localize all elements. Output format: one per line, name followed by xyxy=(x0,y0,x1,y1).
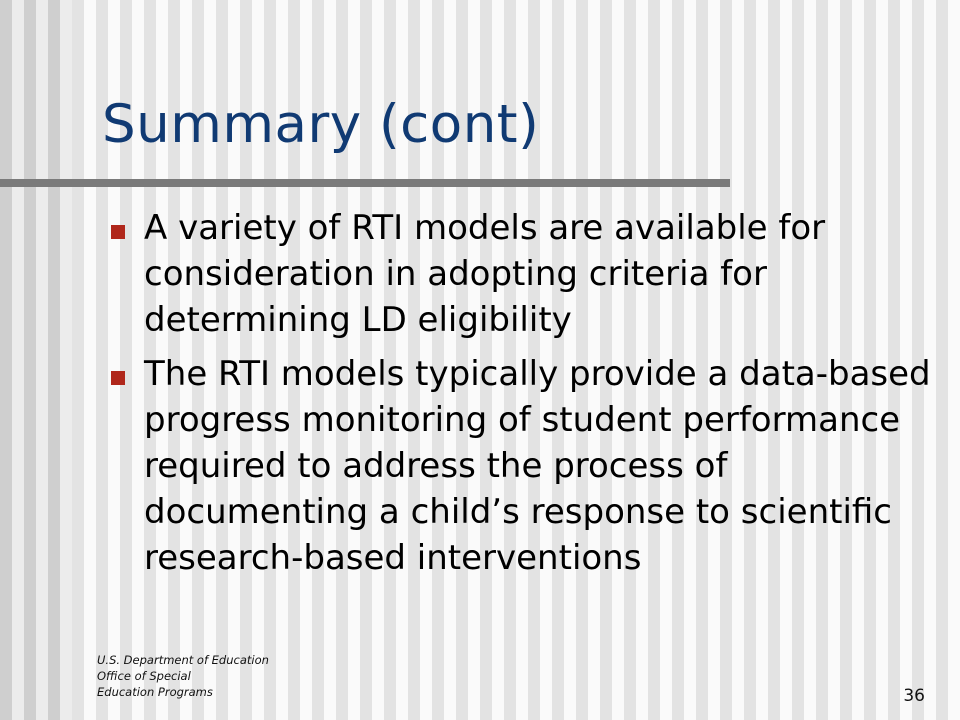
slide-number: 36 xyxy=(903,686,925,706)
footer-org-line: U.S. Department of Education xyxy=(97,653,269,667)
title-divider xyxy=(0,179,730,187)
square-bullet-icon xyxy=(111,371,125,385)
footer-org-line: Office of Special xyxy=(97,669,191,683)
slide-title: Summary (cont) xyxy=(102,94,540,155)
bullet-text: A variety of RTI models are available for consideration in adopting criteria for determining LD eligibility xyxy=(144,208,826,340)
footer-org-line: Education Programs xyxy=(97,685,213,699)
bullet-text: The RTI models typically provide a data-based progress monitoring of student performance required to address the process of documenting a child’s response to scientific research-based interventions xyxy=(144,354,931,578)
footer-organization xyxy=(97,652,269,700)
bullet-item xyxy=(110,351,946,581)
square-bullet-icon xyxy=(111,225,125,239)
bullet-list xyxy=(110,205,946,589)
bullet-item xyxy=(110,205,946,343)
left-stripe-band xyxy=(0,0,72,720)
